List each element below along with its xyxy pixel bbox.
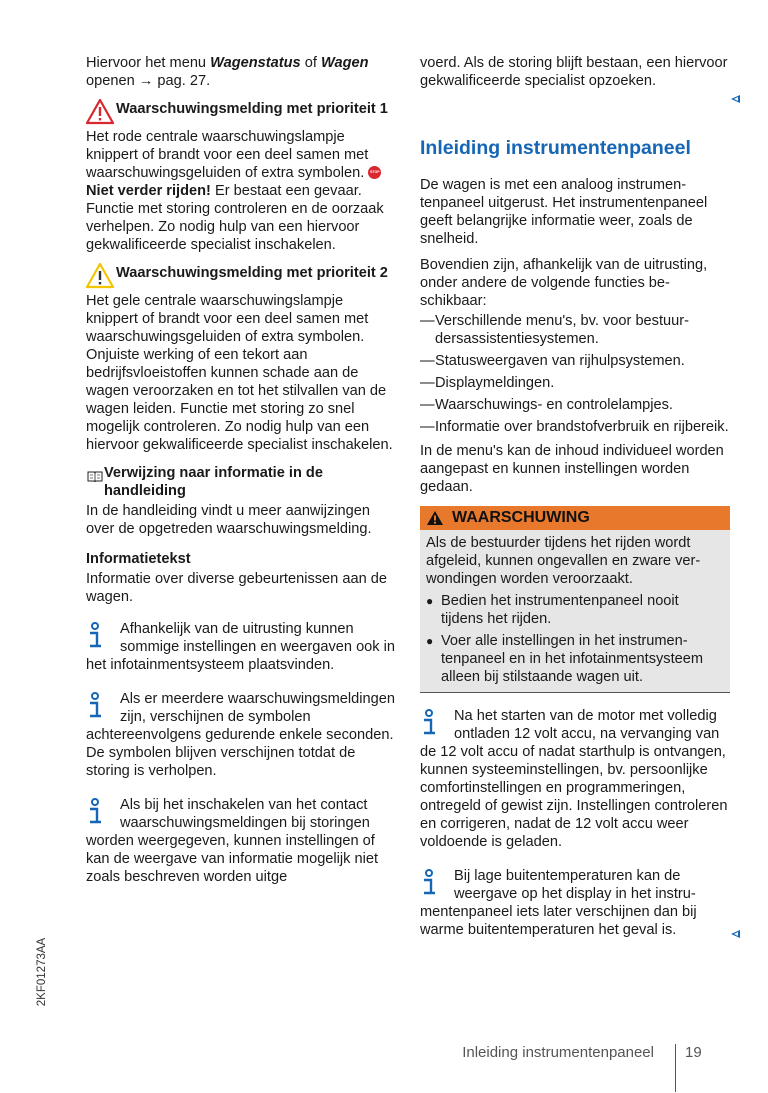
- list-item: — Waarschuwings- en controlelampjes.: [420, 397, 673, 413]
- list-item: — Verschillende menu's, bv. voor bestuurdersassistentiesystemen.: [420, 313, 689, 347]
- section-title: Inleiding instrumentenpaneel: [420, 137, 691, 159]
- info-note: Na het starten van de motor met volledig ontladen 12 volt accu, na vervanging van de 12 volt accu of nadat starthulp is ontvangen, kunnen systeeminstellingen, bv. persoonlijke comfortinstellingen en programmeringen, ontregeld of gewist zijn. Instellingen controleren en corrigeren, nadat de 12 volt accu weer voldoende is geladen.: [420, 708, 728, 850]
- info-icon: [86, 798, 106, 826]
- warning-text: Als de bestuurder tijdens het rijden wordt afgeleid, kunnen ongevallen en zware verwondingen worden veroorzaakt.: [426, 535, 701, 587]
- menu-paragraph: In de menu's kan de inhoud individueel worden aangepast en kunnen instellingen worden gedaan.: [420, 443, 724, 495]
- intro-paragraph-2: Bovendien zijn, afhankelijk van de uitrusting, onder andere de volgende functies beschikbaar:: [420, 257, 708, 309]
- info-icon: [86, 622, 106, 650]
- stop-icon: [368, 166, 381, 179]
- warning-header: [420, 506, 730, 530]
- warning-box: [420, 506, 730, 693]
- section-end-marker-icon: [731, 95, 740, 103]
- footer-section-title: Inleiding instrumentenpaneel: [462, 1044, 654, 1061]
- infotext-title: Informatietekst: [86, 551, 191, 567]
- priority1-text: Het rode centrale waarschuwingslampje knippert of brandt voor een deel samen met waarschuwingsgeluiden of extra symbolen. STOP Niet verder rijden! Er bestaat een gevaar. Functie met storing controleren en de oorzaak verhelpen. Zo nodig hulp van een hiervoor gekwalificeerde specialist inschakelen.: [86, 128, 396, 254]
- info-note: Als er meerdere waarschuwingsmeldingen zijn, verschijnen de symbolen achtereenvolgens gedurende enkele seconden. De symbolen blijven verschijnen totdat de storing is verholpen.: [86, 691, 395, 779]
- footer-divider: [675, 1044, 676, 1092]
- feature-list: [420, 312, 730, 436]
- info-icon: [86, 692, 106, 720]
- list-item: — Informatie over brandstofverbruik en rijbereik.: [420, 419, 729, 435]
- infotext-text: Informatie over diverse gebeurtenissen aan de wagen.: [86, 571, 387, 605]
- info-icon: [420, 709, 440, 737]
- right-column: [420, 54, 730, 955]
- continuation-text: voerd. Als de storing blijft bestaan, een hiervoor gekwalificeerde specialist opzoeken.: [420, 55, 728, 89]
- info-note: Bij lage buitentemperaturen kan de weergave op het display in het instrumentenpaneel iets later verschijnen dan bij warme buitentemperaturen het geval is.: [420, 868, 697, 938]
- left-column: [86, 54, 396, 902]
- list-item: — Statusweergaven van rijhulpsystemen.: [420, 353, 685, 369]
- info-icon: [420, 869, 440, 897]
- info-note: Als bij het inschakelen van het contact waarschuwingsmeldingen bij storingen worden weergegeven, kunnen instellingen of kan de weergave van informatie mogelijk niet zoals beschreven worden uitge: [86, 797, 379, 885]
- page-number: 19: [685, 1044, 702, 1061]
- red-warning-triangle-icon: [86, 98, 116, 126]
- intro-paragraph: Hiervoor het menu Wagenstatus of Wagen openen → pag. 27.: [86, 55, 369, 89]
- priority2-text: Het gele centrale waarschuwingslampje knippert of brandt voor een deel samen met waarschuwingsgeluiden of extra symbolen. Onjuiste werking of een tekort aan bedrijfsvloeistoffen kunnen schade aan de wagen veroorzaken en tot het stilvallen van de wagen leiden. Functie met storing zo snel mogelijk controleren. Zo nodig hulp van een hiervoor gekwalificeerde specialist inschakelen.: [86, 293, 393, 453]
- section-end-marker-icon: [731, 930, 740, 938]
- menu-wagenstatus: Wagenstatus: [210, 55, 301, 71]
- warning-bullet: ● Bedien het instrumentenpaneel nooit tijdens het rijden.: [426, 593, 679, 627]
- reference-heading: [86, 464, 396, 500]
- document-code: 2KF01273AA: [36, 937, 48, 1007]
- priority1-title: Waarschuwingsmelding met prioriteit 1: [116, 101, 388, 117]
- intro-paragraph-1: De wagen is met een analoog instrumentenpaneel uitgerust. Het instrumentenpaneel geeft belangrijke informatie weer, zoals de snelheid.: [420, 177, 708, 247]
- warning-bullet: ● Voer alle instellingen in het instrumentenpaneel en in het infotainmentsysteem alleen bij stilstaande wagen uit.: [426, 633, 704, 685]
- list-item: — Displaymeldingen.: [420, 375, 555, 391]
- priority1-heading: [86, 100, 396, 126]
- menu-wagen: Wagen: [320, 55, 369, 71]
- priority2-heading: [86, 264, 396, 290]
- info-note: Afhankelijk van de uitrusting kunnen sommige instellingen en weergaven ook in het infotainmentsysteem plaatsvinden.: [86, 621, 396, 673]
- warning-triangle-icon: [426, 510, 444, 526]
- priority2-title: Waarschuwingsmelding met prioriteit 2: [116, 265, 388, 281]
- reference-text: In de handleiding vindt u meer aanwijzingen over de opgetreden waarschuwingsmelding.: [86, 503, 372, 537]
- yellow-warning-triangle-icon: [86, 262, 116, 290]
- warning-title: WAARSCHUWING: [452, 509, 590, 526]
- stop-driving-text: Niet verder rijden!: [86, 183, 211, 199]
- reference-title: Verwijzing naar informatie in de handleiding: [104, 465, 323, 499]
- book-icon: [86, 470, 104, 482]
